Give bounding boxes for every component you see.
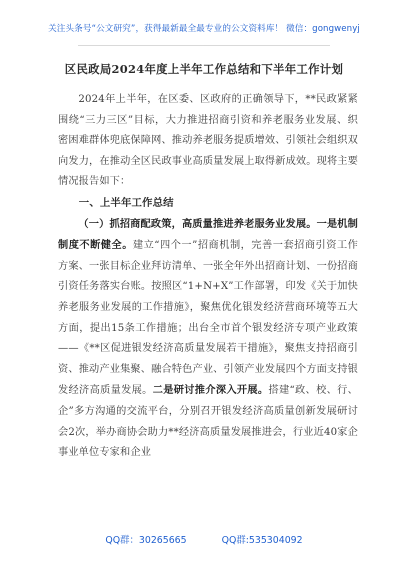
header-notice: 关注头条号“公文研究”，获得最新最全最专业的公文资料库！ 微信：gongwenyj [48, 24, 360, 34]
point-heading: 一是机制制度不断健全。 [58, 217, 358, 252]
section-paragraph [58, 214, 358, 464]
point-text: 搭建“政、校、行、企”多方沟通的交流平台，分别召开银发经济高质量创新发展研讨会2次，举办商协会助力**经济高质量发展推进会，行业近40家企事业单位专家和企业 [58, 385, 358, 459]
section-heading: 一、上半年工作总结 [78, 196, 174, 209]
point-text: 建立“四个一”招商机制，完善一套招商引资工作方案、一张目标企业拜访清单、一张全年外出招商计划、一份招商引资任务落实台账。按照区“1+N+X”工作部署，印发《关于加快养老服务业发展的工作措施》，聚焦优化银发经济营商环境等五大方面，提出15条工作措施；出台全市首个银发经济专项产业政策——《**区促进银发经济高质量发展若干措施》，聚焦支持招商引资、推动产业集聚、融合特色产业、引领产业发展四个方面支持银发经济高质量发展。 [58, 240, 358, 397]
footer-qq-group: QQ群：30265665 [105, 535, 187, 546]
document-body [58, 90, 358, 464]
footer-qq-group: QQ群:535304092 [221, 535, 303, 546]
header-divider [78, 45, 330, 46]
intro-paragraph: 2024年上半年，在区委、区政府的正确领导下，**民政紧紧围绕“三力三区”目标，大力推进招商引资和养老服务业发展、织密困难群体兜底保障网、推动养老服务提质增效、引领社会组织双向发力，在推动全区民政事业高质量发展上取得新成效。现将主要情况报告如下： [58, 94, 358, 188]
point-heading: 二是研讨推介深入开展。 [152, 384, 269, 397]
subsection-heading: （一）抓招商配政策，高质量推进养老服务业发展。 [78, 217, 317, 230]
footer [0, 532, 408, 546]
page-title: 区民政局2024年度上半年工作总结和下半年工作计划 [64, 62, 344, 76]
